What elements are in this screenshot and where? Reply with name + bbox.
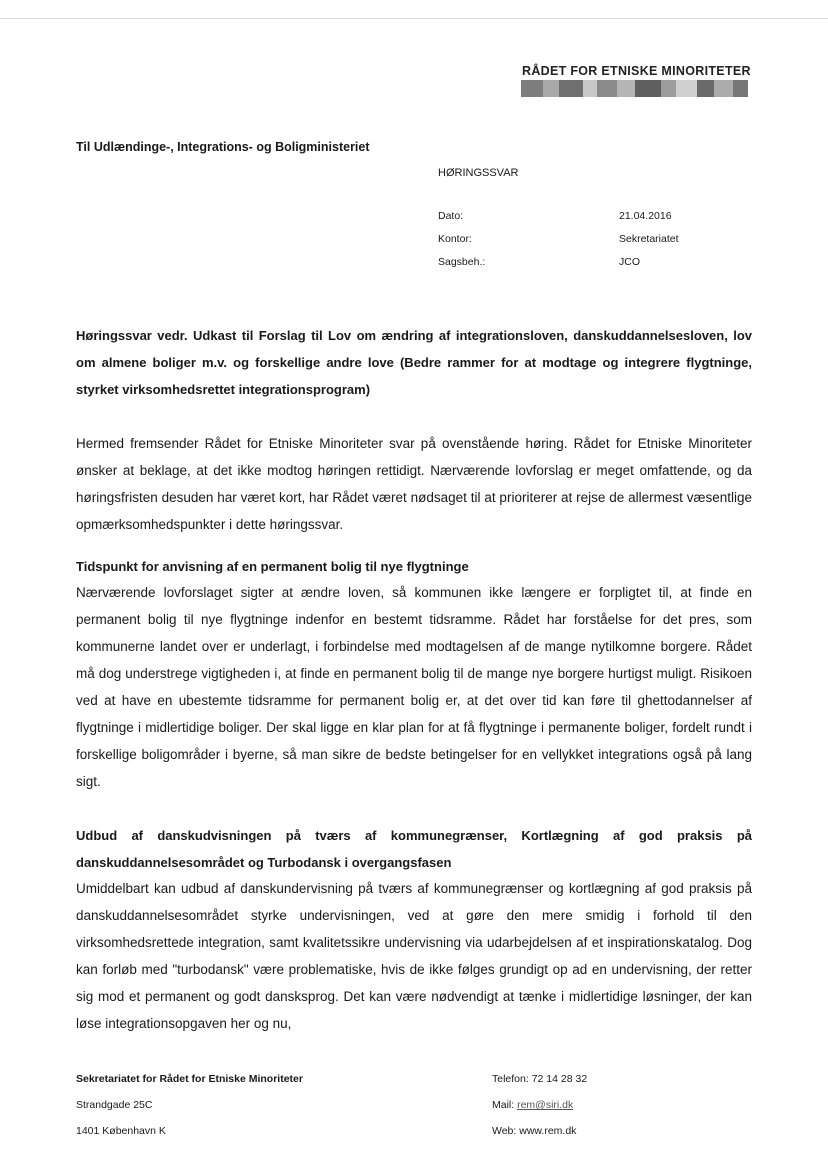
logo-bar-segment — [661, 80, 676, 97]
intro-paragraph: Hermed fremsender Rådet for Etniske Minoriteter svar på ovenstående høring. Rådet for Etniske Minoriteter ønsker at beklage, at det ikke modtog høringen rettidigt. Nærværende lovforslag er meget omfattende, og da høringsfristen desuden har været kort, har Rådet været nødsaget til at prioriterer at rejse de allermest væsentlige opmærksomhedspunkter i dette høringssvar. — [76, 436, 752, 532]
date-value: 21.04.2016 — [619, 210, 672, 222]
scan-edge-line — [0, 18, 828, 19]
subject-heading: Høringssvar vedr. Udkast til Forslag til Lov om ændring af integrationsloven, danskuddannelsesloven, lov om almene boliger m.v. og forskellige andre love (Bedre rammer for at modtage og integrere flygtninge, styrket virksomhedsrettet integrationsprogram) — [76, 328, 752, 397]
date-label: Dato: — [438, 210, 464, 222]
footer-contact — [492, 1066, 587, 1144]
logo-bar-segment — [559, 80, 583, 97]
logo-bar-segment — [521, 80, 543, 97]
logo-bar-segment — [733, 80, 748, 97]
addressee: Til Udlændinge-, Integrations- og Boligministeriet — [76, 140, 370, 154]
footer-city: 1401 København K — [76, 1125, 166, 1137]
organization-logo-bar — [521, 80, 748, 97]
logo-bar-segment — [583, 80, 597, 97]
logo-bar-segment — [635, 80, 661, 97]
footer-mail — [492, 1092, 587, 1118]
section-body: Nærværende lovforslaget sigter at ændre loven, så kommunen ikke længere er forpligtet til, at finde en permanent bolig til nye flygtninge indenfor en bestemt tidsramme. Rådet har forståelse for det pres, som kommunerne landet over er underlagt, i forbindelse med modtagelsen af de mange nytilkomne borgere. Rådet må dog understrege vigtigheden i, at finde en permanent bolig til de mange nye borgere hurtigst muligt. Risikoen ved at have en ubestemte tidsramme for permanent bolig er, at det over tid kan føre til ghettodannelser af flygtninge i midlertidige boliger. Der skal ligge en klar plan for at få flygtninge i permanente boliger, fordelt rundt i forskellige boligområder i byerne, så man sikre de bedste betingelser for en vellykket integrations også på lang sigt. — [76, 585, 752, 789]
section-heading: Tidspunkt for anvisning af en permanent bolig til nye flygtninge — [76, 559, 469, 574]
logo-bar-segment — [597, 80, 617, 97]
footer-web: Web: www.rem.dk — [492, 1125, 577, 1137]
logo-bar-segment — [676, 80, 697, 97]
organization-logo-text: RÅDET FOR ETNISKE MINORITETER — [522, 64, 751, 78]
section-body: Umiddelbart kan udbud af danskundervisning på tværs af kommunegrænser og kortlægning af god praksis på danskuddannelsesområdet styrke undervisningen, ved at gøre den mere smidig i forhold til den virksomhedsrettede integration, samt kvalitetssikre undervisning via udarbejdelsen af et inspirationskatalog. Dog kan forløb med "turbodansk" være problematiske, hvis de ikke følges grundigt op ad en undervisning, der retter sig mod et permanent og godt dansksprog. Det kan være nødvendigt at tænke i midlertidige løsninger, der kan løse integrationsopgaven her og nu, — [76, 881, 752, 1031]
case-handler-label: Sagsbeh.: — [438, 256, 486, 268]
case-handler-value: JCO — [619, 256, 640, 268]
footer-org: Sekretariatet for Rådet for Etniske Minoriteter — [76, 1073, 303, 1085]
footer-address — [76, 1066, 303, 1144]
logo-bar-segment — [714, 80, 733, 97]
document-type: HØRINGSSVAR — [438, 167, 519, 179]
footer-phone: Telefon: 72 14 28 32 — [492, 1073, 588, 1085]
footer-street: Strandgade 25C — [76, 1099, 153, 1111]
email-link[interactable]: rem@siri.dk — [517, 1099, 574, 1111]
logo-bar-segment — [543, 80, 559, 97]
logo-bar-segment — [617, 80, 635, 97]
office-value: Sekretariatet — [619, 233, 679, 245]
section-heading: Udbud af danskudvisningen på tværs af kommunegrænser, Kortlægning af god praksis på danskuddannelsesområdet og Turbodansk i overgangsfasen — [76, 828, 752, 870]
footer-mail-label: Mail: — [492, 1099, 518, 1111]
office-label: Kontor: — [438, 233, 472, 245]
logo-bar-segment — [697, 80, 714, 97]
